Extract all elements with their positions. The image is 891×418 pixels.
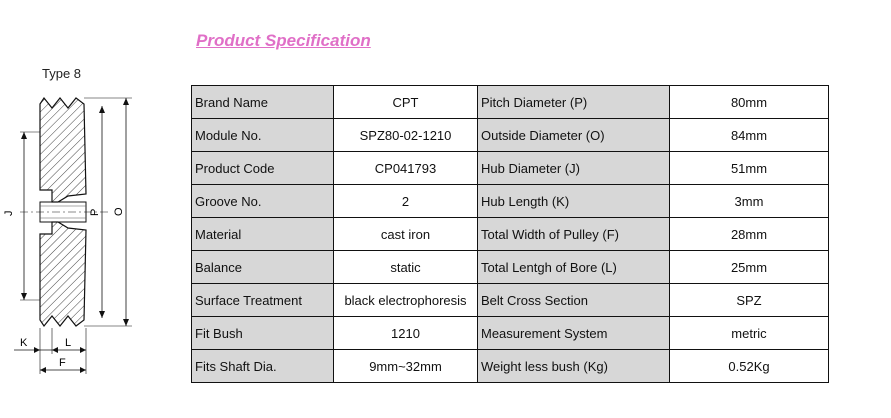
table-row	[192, 185, 829, 218]
spec-label: Fits Shaft Dia.	[192, 350, 334, 383]
spec-value: SPZ80-02-1210	[334, 119, 478, 152]
spec-label: Measurement System	[478, 317, 670, 350]
spec-label: Hub Length (K)	[478, 185, 670, 218]
spec-table	[191, 85, 829, 383]
pulley-drawing	[0, 84, 190, 384]
spec-value: static	[334, 251, 478, 284]
spec-label: Outside Diameter (O)	[478, 119, 670, 152]
spec-value: 28mm	[670, 218, 829, 251]
dim-label-f: F	[59, 357, 66, 369]
spec-label: Material	[192, 218, 334, 251]
table-row	[192, 86, 829, 119]
spec-value: 84mm	[670, 119, 829, 152]
spec-label: Fit Bush	[192, 317, 334, 350]
spec-value: CP041793	[334, 152, 478, 185]
spec-value: cast iron	[334, 218, 478, 251]
spec-label: Hub Diameter (J)	[478, 152, 670, 185]
page-title: Product Specification	[196, 31, 371, 50]
spec-value: 0.52Kg	[670, 350, 829, 383]
dim-label-l: L	[65, 337, 72, 349]
table-row	[192, 317, 829, 350]
dim-label-p: P	[89, 208, 101, 216]
spec-label: Total Width of Pulley (F)	[478, 218, 670, 251]
spec-value: metric	[670, 317, 829, 350]
table-row	[192, 218, 829, 251]
dim-label-o: O	[113, 207, 125, 216]
spec-value: SPZ	[670, 284, 829, 317]
table-row	[192, 284, 829, 317]
pulley-upper-section	[40, 98, 86, 202]
spec-value: 1210	[334, 317, 478, 350]
spec-value: CPT	[334, 86, 478, 119]
table-row	[192, 152, 829, 185]
spec-label: Groove No.	[192, 185, 334, 218]
spec-value: 2	[334, 185, 478, 218]
spec-label: Belt Cross Section	[478, 284, 670, 317]
spec-value: 51mm	[670, 152, 829, 185]
spec-label: Product Code	[192, 152, 334, 185]
pulley-lower-section	[40, 222, 86, 326]
dim-label-k: K	[20, 337, 28, 349]
spec-value: black electrophoresis	[334, 284, 478, 317]
dim-label-j: J	[3, 210, 15, 216]
spec-value: 3mm	[670, 185, 829, 218]
spec-label: Surface Treatment	[192, 284, 334, 317]
table-row	[192, 119, 829, 152]
spec-value: 25mm	[670, 251, 829, 284]
spec-label: Pitch Diameter (P)	[478, 86, 670, 119]
table-row	[192, 350, 829, 383]
drawing-type-label: Type 8	[42, 66, 82, 81]
spec-label: Weight less bush (Kg)	[478, 350, 670, 383]
spec-label: Module No.	[192, 119, 334, 152]
table-row	[192, 251, 829, 284]
spec-label: Total Lentgh of Bore (L)	[478, 251, 670, 284]
spec-label: Balance	[192, 251, 334, 284]
spec-value: 80mm	[670, 86, 829, 119]
spec-label: Brand Name	[192, 86, 334, 119]
spec-value: 9mm~32mm	[334, 350, 478, 383]
